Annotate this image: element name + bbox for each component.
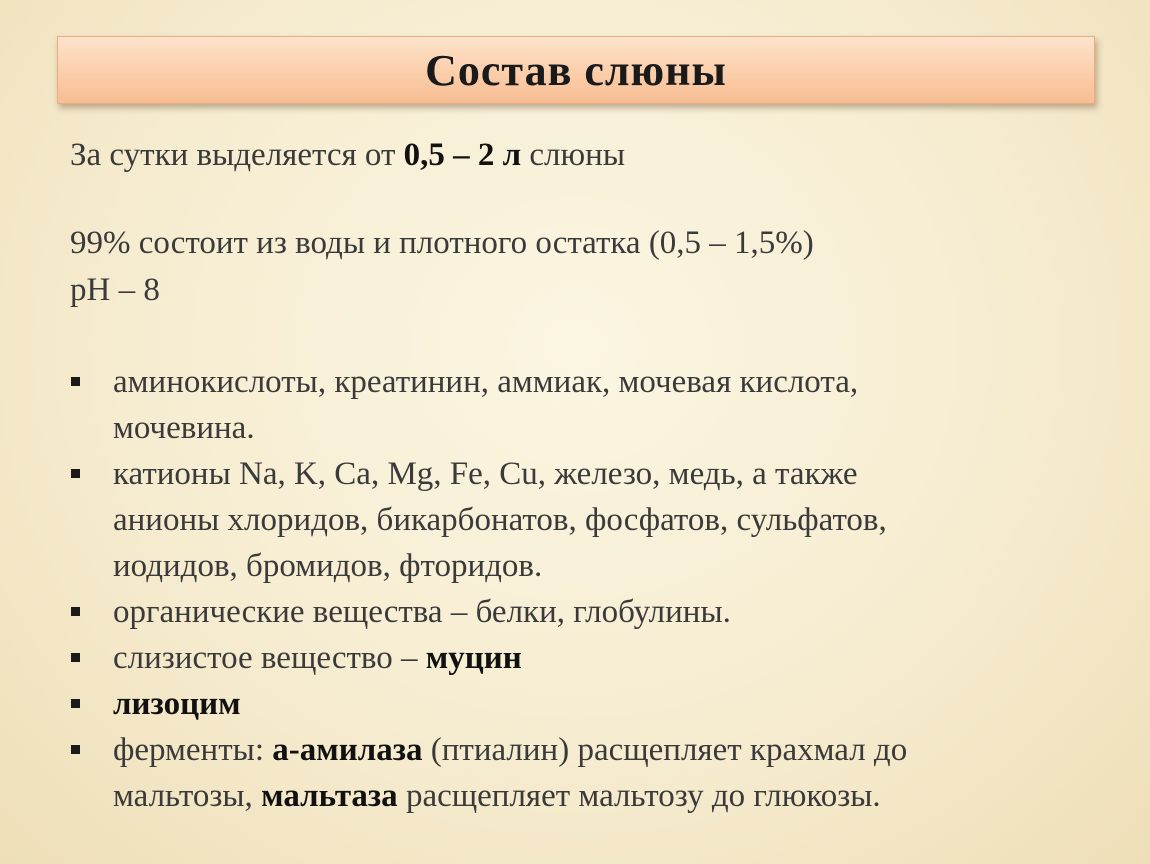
lysozyme-bold: лизоцим: [113, 686, 241, 722]
maltase-bold: мальтаза: [261, 778, 398, 814]
bullet-icon: [71, 607, 80, 616]
list-item-amino-acids: [70, 359, 1070, 451]
enzymes-line-2: [113, 773, 1070, 819]
list-item-ions: [70, 451, 1070, 589]
list-item-line: катионы Na, K, Ca, Mg, Fe, Cu, железо, медь, а также: [113, 456, 858, 492]
list-item-lysozyme: [70, 681, 1070, 727]
bullet-icon: [71, 745, 80, 754]
list-item-line: анионы хлоридов, бикарбонатов, фосфатов, сульфатов,: [113, 502, 887, 538]
enzymes-text: (птиалин) расщепляет крахмал до: [422, 732, 908, 768]
list-item-enzymes: [70, 727, 1070, 819]
enzymes-text: расщепляет мальтозу до глюкозы.: [397, 778, 881, 814]
bullet-icon: [71, 699, 80, 708]
composition-line: 99% состоит из воды и плотного остатка (0,5 – 1,5%): [70, 225, 814, 261]
title-banner: [57, 36, 1095, 104]
list-item-line: иодидов, бромидов, фторидов.: [113, 548, 543, 584]
enzymes-text: ферменты:: [113, 732, 273, 768]
daily-amount: 0,5 – 2 л: [403, 137, 522, 173]
mucin-bold: муцин: [425, 640, 522, 676]
list-item-line: органические вещества – белки, глобулины.: [113, 594, 731, 630]
slide-title: Состав слюны: [425, 45, 727, 95]
bullet-icon: [71, 653, 80, 662]
mucin-text: слизистое вещество –: [113, 640, 426, 676]
amylase-bold: а-амилаза: [272, 732, 423, 768]
list-item-organic: [70, 589, 1070, 635]
list-item-line: аминокислоты, креатинин, аммиак, мочевая кислота,: [113, 364, 859, 400]
ph-line: pH – 8: [70, 272, 160, 308]
bullet-icon: [71, 469, 80, 478]
enzymes-line-1: [113, 727, 1070, 773]
enzymes-text: мальтозы,: [113, 778, 262, 814]
daily-prefix: За сутки выделяется от: [70, 137, 404, 173]
daily-amount-line: [70, 133, 625, 177]
components-list: [70, 359, 1070, 819]
bullet-icon: [71, 377, 80, 386]
list-item-mucin: [70, 635, 1070, 681]
list-item-line: мочевина.: [113, 410, 255, 446]
daily-suffix: слюны: [521, 137, 626, 173]
